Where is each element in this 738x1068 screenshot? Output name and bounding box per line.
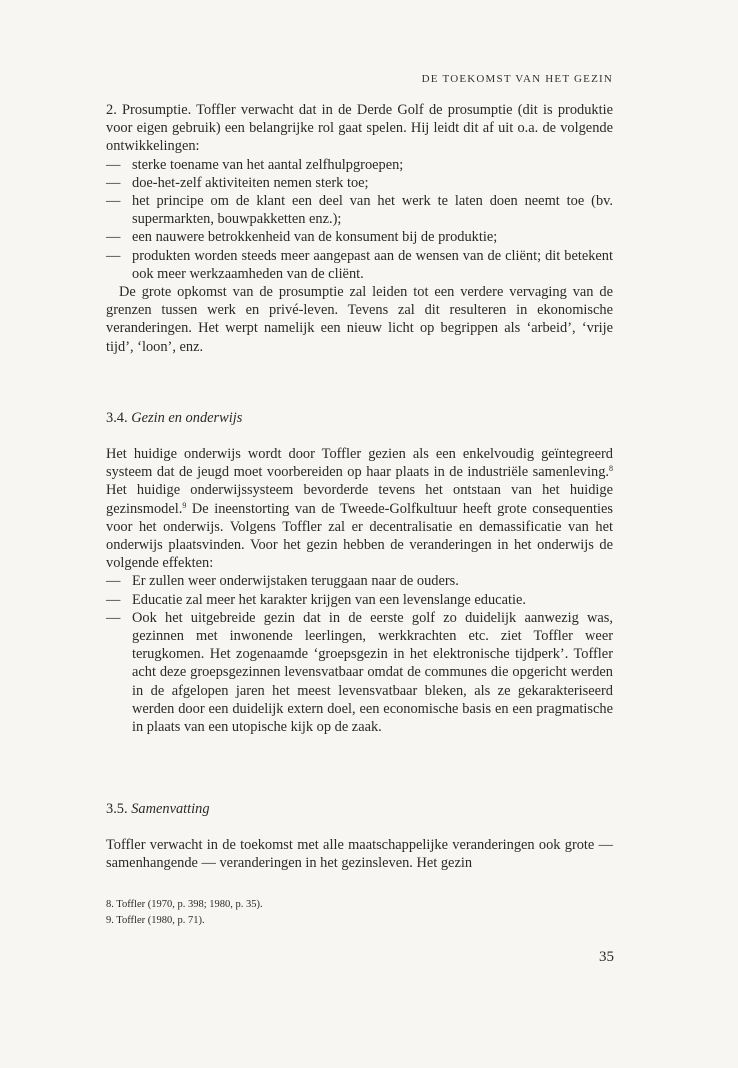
gezin-onderwijs-section [106,445,613,736]
section-title: Gezin en onderwijs [131,410,243,426]
paragraph-text: Het huidige onderwijs wordt door Toffler gezien als een enkelvoudig geïntegreerd systeem dat de jeugd moet voorbereiden op haar plaats in de industriële samenleving. [106,446,613,481]
section-heading-3-4 [106,410,242,427]
onderwijs-effects-list [106,572,613,736]
gezin-onderwijs-paragraph [106,445,613,572]
paragraph-text: Het huidige onderwijssysteem bevorderde tevens het ontstaan van het huidige gezinsmodel. [106,482,613,517]
prosumptie-section [106,101,613,356]
intro-line-2: is produktie voor eigen gebruik) een belangrijke rol gaat spelen. Hij leidt dit [106,102,613,137]
list-item: — het principe om de klant een deel van het werk te laten doen neemt toe (bv. supermarkten, bouwpakketten enz.); [106,192,613,228]
list-item: — Ook het uitgebreide gezin dat in de eerste golf zo duidelijk aanwezig was, gezinnen met inwonende leerlingen, werkkrachten etc. ziet Toffler weer terugkomen. Het zogenaamde ‘groepsgezin in het elektronische tijdperk’. Toffler acht deze groepsgezinnen levensvatbaar omdat de communes die opgericht werden in de afgelopen jaren het meest levensvatbaar bleken, als ze gekarakteriseerd werden door een duidelijk extern doel, een economische basis en een pragmatische in plaats van een utopische kijk op de zaak. [106,609,613,736]
section-number: 3.4. [106,410,128,426]
page-number: 35 [599,949,614,965]
footnotes [106,897,263,929]
samenvatting-paragraph: Toffler verwacht in de toekomst met alle maatschappelijke veranderingen ook grote — samenhangende — veranderingen in het gezinsleven. Het gezin [106,837,613,872]
section-heading-3-5 [106,801,210,818]
section-title: Samenvatting [131,801,210,817]
footnote-9: 9. Toffler (1980, p. 71). [106,915,205,926]
list-item: — produkten worden steeds meer aangepast aan de wensen van de cliënt; dit betekent ook meer werkzaamheden van de cliënt. [106,247,613,283]
list-item: — Er zullen weer onderwijstaken teruggaan naar de ouders. [106,572,613,590]
section-number: 3.5. [106,801,128,817]
list-item: — een nauwere betrokkenheid van de konsument bij de produktie; [106,228,613,246]
list-item: — sterke toename van het aantal zelfhulpgroepen; [106,156,613,174]
prosumptie-closing: De grote opkomst van de prosumptie zal leiden tot een verdere vervaging van de grenzen tussen werk en privé-leven. Tevens zal dit resulteren in ekonomische veranderingen. Het werpt namelijk een nieuw licht op begrippen als ‘arbeid’, ‘vrije tijd’, ‘loon’, enz. [106,284,613,355]
running-header: DE TOEKOMST VAN HET GEZIN [421,73,613,85]
intro-line-3: af uit o.a. de volgende ontwikkelingen: [106,120,613,155]
samenvatting-section [106,836,613,872]
prosumptie-intro [106,101,613,156]
footnote-8: 8. Toffler (1970, p. 398; 1980, p. 35). [106,899,263,910]
prosumptie-list [106,156,613,283]
footnote-ref-9: 9 [182,500,187,510]
list-item: — doe-het-zelf aktiviteiten nemen sterk toe; [106,174,613,192]
list-item: — Educatie zal meer het karakter krijgen van een levenslange educatie. [106,591,613,609]
intro-line-1: 2. Prosumptie. Toffler verwacht dat in de Derde Golf de prosumptie (dit [106,102,538,118]
footnote-ref-8: 8 [609,464,613,474]
paragraph-text: De ineenstorting van de Tweede-Golfkultuur heeft grote consequenties voor het onderwijs. Volgens Toffler zal er decentralisatie en demassificatie van het onderwijs plaatsvinden. Voor het gezin hebben de veranderingen in het onderwijs de volgende effekten: [106,500,613,572]
